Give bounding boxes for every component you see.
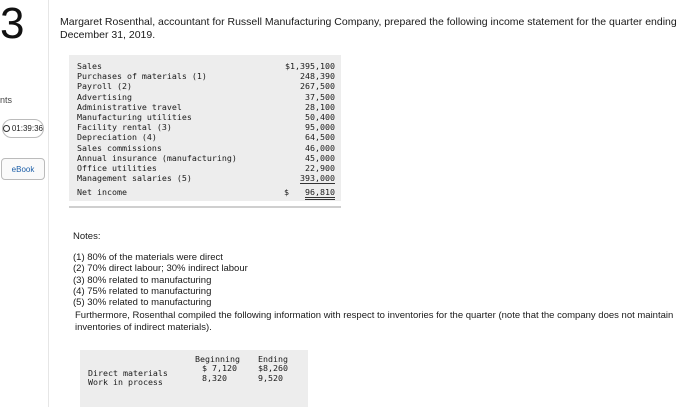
ebook-button[interactable]: eBook: [1, 158, 45, 180]
row-amount: 50,400: [305, 111, 335, 122]
inventory-beginning: $ 7,120: [202, 363, 237, 373]
table-row: [69, 102, 341, 112]
row-amount: 28,100: [305, 101, 335, 112]
row-amount: 45,000: [305, 152, 335, 163]
row-label: Advertising: [77, 91, 132, 102]
row-amount: 95,000: [305, 122, 335, 133]
row-amount: 37,500: [305, 91, 335, 102]
inventory-row-label: Work in process: [88, 377, 163, 387]
row-label: Administrative travel: [77, 101, 182, 112]
inventory-beginning: 8,320: [202, 373, 227, 383]
inventory-ending: $8,260: [258, 363, 288, 373]
row-amount: $1,395,100: [285, 61, 335, 71]
table-row: [69, 61, 341, 71]
table-row: [69, 173, 341, 183]
table-row: [69, 153, 341, 163]
net-income-label: Net income: [77, 187, 127, 198]
row-label: Sales: [77, 61, 102, 71]
table-row: [69, 81, 341, 91]
table-row: [69, 122, 341, 132]
row-label: Manufacturing utilities: [77, 111, 192, 122]
table-row: [69, 112, 341, 122]
row-label: Purchases of materials (1): [77, 71, 207, 82]
row-label: Depreciation (4): [77, 132, 157, 143]
table-row: [69, 71, 341, 81]
left-sidebar: [0, 0, 49, 407]
notes-title: Notes:: [73, 231, 101, 242]
row-amount: 46,000: [305, 142, 335, 153]
row-label: Sales commissions: [77, 142, 162, 153]
row-label: Facility rental (3): [77, 122, 172, 133]
row-amount: 64,500: [305, 132, 335, 143]
divider: [69, 206, 341, 208]
net-income-amount: 96,810: [305, 187, 335, 200]
row-amount: 22,900: [305, 162, 335, 173]
timer-value: 01:39:36: [11, 124, 43, 133]
clock-icon: [3, 125, 10, 132]
inventory-row-label: Direct materials: [88, 368, 168, 378]
note-item: (3) 80% related to manufacturing: [73, 274, 212, 286]
row-label: Payroll (2): [77, 81, 132, 92]
inventory-intro: Furthermore, Rosenthal compiled the following information with respect to inventories for the quarter (note that the company does not maintain inventories of indirect materials).: [75, 310, 674, 333]
net-income-row: [69, 187, 341, 197]
inventory-table: [80, 350, 308, 407]
note-item: (1) 80% of the materials were direct: [73, 252, 223, 264]
question-number: 3: [0, 0, 25, 48]
points-label: nts: [0, 95, 13, 105]
row-label: Management salaries (5): [77, 173, 192, 184]
note-item: (4) 75% related to manufacturing: [73, 285, 212, 297]
column-header-ending: Ending: [258, 354, 288, 364]
table-row: [69, 163, 341, 173]
notes-section: [73, 231, 248, 308]
row-label: Office utilities: [77, 162, 157, 173]
column-header-beginning: Beginning: [195, 354, 240, 364]
question-prompt: Margaret Rosenthal, accountant for Russell Manufacturing Company, prepared the following income statement for the quarter ending December 31, 2019.: [60, 16, 677, 41]
row-amount: 393,000: [300, 173, 335, 184]
timer[interactable]: [2, 119, 44, 138]
inventory-ending: 9,520: [258, 373, 283, 383]
note-item: (2) 70% direct labour; 30% indirect labour: [73, 263, 248, 275]
note-item: (5) 30% related to manufacturing: [73, 297, 212, 309]
net-income-dollar: $: [284, 187, 289, 198]
row-amount: 248,390: [300, 71, 335, 82]
row-label: Annual insurance (manufacturing): [77, 152, 237, 163]
row-amount: 267,500: [300, 81, 335, 92]
table-row: [69, 132, 341, 142]
income-statement-table: [69, 55, 341, 201]
table-row: [69, 143, 341, 153]
table-row: [69, 92, 341, 102]
